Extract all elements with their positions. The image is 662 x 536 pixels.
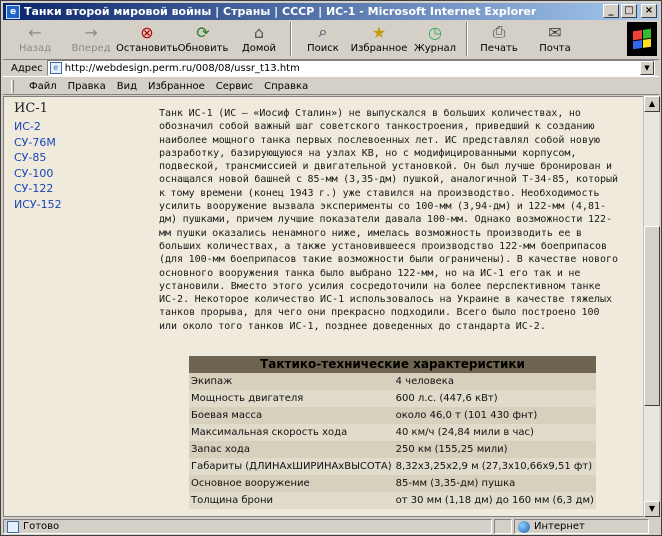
- favorites-icon: ★: [371, 22, 387, 42]
- spec-key: Экипаж: [189, 373, 394, 390]
- home-label: Домой: [241, 43, 277, 54]
- menu-view[interactable]: Вид: [116, 80, 137, 92]
- window-title: Танки второй мировой войны | Страны | СССР | ИС-1 - Microsoft Internet Explorer: [24, 5, 537, 18]
- spec-key: Боевая масса: [189, 407, 394, 424]
- spec-value: 600 л.с. (447,6 кВт): [394, 390, 596, 407]
- mail-button[interactable]: [527, 22, 583, 58]
- specs-table: [189, 356, 596, 509]
- page-done-icon: [7, 521, 19, 533]
- spec-key: Толщина брони: [189, 492, 394, 509]
- stop-label: Остановить: [115, 43, 179, 54]
- stop-icon: ⊗: [140, 22, 154, 42]
- menu-file[interactable]: Файл: [29, 80, 57, 92]
- ie-page-icon: e: [6, 5, 20, 19]
- sidebar-link-isu-152[interactable]: ИСУ-152: [14, 197, 62, 211]
- history-icon: ◷: [428, 22, 442, 42]
- forward-arrow-icon: →: [84, 22, 98, 42]
- refresh-label: Обновить: [177, 43, 229, 54]
- maximize-button[interactable]: □: [621, 4, 637, 18]
- back-label: Назад: [18, 43, 51, 54]
- internet-globe-icon: [518, 521, 530, 533]
- menu-favorites[interactable]: Избранное: [147, 80, 205, 92]
- sidebar-link-is-2[interactable]: ИС-2: [14, 120, 41, 133]
- table-row: [189, 407, 596, 424]
- sidebar-link-su-100[interactable]: СУ-100: [14, 166, 54, 180]
- refresh-icon: ⟳: [196, 22, 210, 42]
- forward-label: Вперед: [71, 43, 111, 54]
- history-label: Журнал: [413, 43, 457, 54]
- article-text: Танк ИС-1 (ИС — «Иосиф Сталин») не выпускался в больших количествах, но обозначил собой важный шаг советского танкостроения, приведший к созданию наиболее мощного танка первых послевоенных лет. ИС представлял собой новую разработку, базирующуюся на узлах КВ, но с модифицированными корпусом, подвеской, трансмиссией и двигательной установкой. Он был лучше бронирован и оснащался новой башней с 85-мм (3,35-дм) пушкой, аналогичной Т-34-85, который к тому времени (конец 1943 г.) уже ставился на производство. Необходимость усилить вооружение вызвала эксперименты со 100-мм (3,94-дм) и 122-мм (4,81-дм) пушками, причем лучшие показатели давала 100-мм. Однако возможности 122-мм пушки оказались ненамного ниже, имелась возможность производить ее в больших количествах, а также установившееся производство 122-мм боеприпасов (для 100-мм боеприпасов такие возможности были ограничены). В качестве нового основного вооружения танка было выбрано 122-мм, но на ИС-1 его так и не установили. Вместо этого усилия сосредоточили на более перспективном танке ИС-2. Некоторое количество ИС-1 использовалось на Украине в качестве тяжелых танков прорыва, для чего они прекрасно подходили. Всего было построено 100 или около того танков ИС-1, позднее доведенных до стандарта ИС-2.: [159, 108, 619, 332]
- spec-value: 85-мм (3,35-дм) пушка: [394, 475, 596, 492]
- security-zone[interactable]: [514, 519, 649, 534]
- printer-icon: ⎙: [492, 22, 506, 41]
- status-text: Готово: [23, 521, 60, 532]
- stop-button[interactable]: [115, 22, 179, 58]
- table-row: [189, 373, 596, 390]
- mail-label: Почта: [539, 43, 571, 54]
- toolbar-separator: [466, 22, 468, 56]
- scroll-thumb[interactable]: [644, 226, 660, 406]
- mail-icon: ✉: [548, 22, 562, 42]
- spec-value: от 30 мм (1,18 дм) до 160 мм (6,3 дм): [394, 492, 596, 509]
- page-icon: e: [50, 62, 62, 74]
- spec-value: 8,32x3,25x2,9 м (27,3x10,66x9,51 фт): [394, 458, 596, 475]
- favorites-label: Избранное: [350, 43, 408, 54]
- toolbar-separator: [290, 22, 292, 56]
- url-input[interactable]: [65, 63, 640, 74]
- search-label: Поиск: [307, 43, 339, 54]
- spec-key: Максимальная скорость хода: [189, 424, 394, 441]
- address-dropdown-icon[interactable]: ▼: [640, 61, 654, 75]
- sidebar-nav: [14, 101, 134, 213]
- table-row: [189, 441, 596, 458]
- search-button[interactable]: [295, 22, 351, 58]
- page-content: [3, 96, 647, 517]
- menu-help[interactable]: Справка: [264, 80, 309, 92]
- window-controls: [603, 4, 657, 18]
- close-button[interactable]: ×: [641, 4, 657, 18]
- standard-toolbar: [3, 22, 623, 58]
- address-field[interactable]: [47, 60, 655, 76]
- home-icon: ⌂: [253, 22, 265, 42]
- home-button[interactable]: [231, 22, 287, 58]
- menu-tools[interactable]: Сервис: [215, 80, 254, 92]
- table-row: [189, 492, 596, 509]
- article-body: [159, 107, 619, 333]
- menu-grip[interactable]: [11, 80, 14, 93]
- menu-bar: [3, 78, 659, 95]
- menu-edit[interactable]: Правка: [67, 80, 106, 92]
- zone-text: Интернет: [534, 521, 585, 532]
- address-bar: [3, 59, 659, 77]
- windows-logo-icon: [627, 22, 657, 56]
- minimize-button[interactable]: _: [603, 4, 619, 18]
- history-button[interactable]: [407, 22, 463, 58]
- spec-key: Габариты (ДЛИНАxШИРИНАxВЫСОТА): [189, 458, 394, 475]
- spec-value: 4 человека: [394, 373, 596, 390]
- spec-value: 250 км (155,25 мили): [394, 441, 596, 458]
- table-row: [189, 475, 596, 492]
- back-arrow-icon: ←: [28, 22, 42, 42]
- search-icon: ⌕: [318, 22, 328, 41]
- specs-title: Тактико-технические характеристики: [189, 356, 596, 373]
- scroll-down-icon[interactable]: ▼: [644, 501, 660, 517]
- vertical-scrollbar[interactable]: [643, 96, 659, 517]
- spec-value: 40 км/ч (24,84 мили в час): [394, 424, 596, 441]
- title-bar: [3, 3, 659, 20]
- status-progress: [494, 519, 512, 534]
- print-label: Печать: [480, 43, 518, 54]
- refresh-button[interactable]: [175, 22, 231, 58]
- table-row: [189, 458, 596, 475]
- spec-key: Запас хода: [189, 441, 394, 458]
- print-button[interactable]: [471, 22, 527, 58]
- sidebar-link-su-122[interactable]: СУ-122: [14, 182, 54, 196]
- spec-value: около 46,0 т (101 430 фнт): [394, 407, 596, 424]
- favorites-button[interactable]: [351, 22, 407, 58]
- sidebar-link-su-76m[interactable]: СУ-76М: [14, 135, 56, 149]
- table-row: [189, 424, 596, 441]
- scroll-up-icon[interactable]: ▲: [644, 96, 660, 112]
- back-button[interactable]: [7, 22, 63, 58]
- spec-key: Основное вооружение: [189, 475, 394, 492]
- address-label: Адрес: [11, 62, 43, 74]
- sidebar-heading: ИС-1: [14, 101, 48, 116]
- spec-key: Мощность двигателя: [189, 390, 394, 407]
- forward-button[interactable]: [63, 22, 119, 58]
- table-row: [189, 390, 596, 407]
- sidebar-link-su-85[interactable]: СУ-85: [14, 151, 47, 165]
- status-main: [3, 519, 492, 534]
- status-bar: [3, 518, 659, 535]
